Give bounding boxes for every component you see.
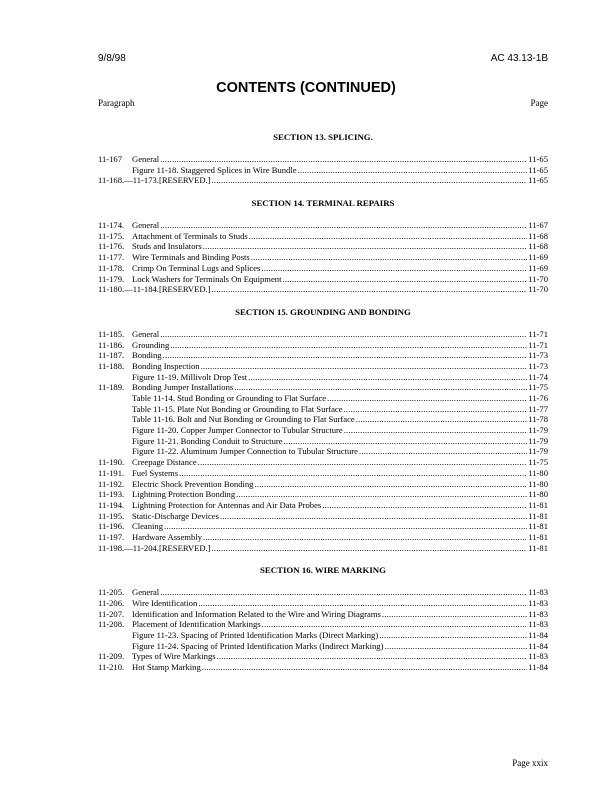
paragraph-number: 11-197. <box>98 531 125 542</box>
column-header-page: Page <box>530 98 548 108</box>
paragraph-number: 11-191. <box>98 467 125 478</box>
dot-leader <box>382 609 527 620</box>
paragraph-number: 11-178. <box>98 262 125 273</box>
dot-leader <box>220 511 527 522</box>
dot-leader <box>203 241 528 252</box>
toc-sub-entry <box>98 641 548 652</box>
page-title: CONTENTS (CONTINUED) <box>216 80 396 96</box>
entry-page-number: 11-81 <box>528 510 548 521</box>
paragraph-number: 11-175. <box>98 230 125 241</box>
paragraph-number: 11-206. <box>98 598 125 608</box>
paragraph-number: 11-180.—11-184. <box>98 284 159 295</box>
section-title: SECTION 15. GROUNDING AND BONDING <box>235 306 411 317</box>
entry-page-number: 11-70 <box>528 273 548 284</box>
entry-title: Table 11-14. Stud Bonding or Grounding to Flat Surface <box>132 393 327 403</box>
toc-entry <box>98 284 548 295</box>
dot-leader <box>160 587 527 598</box>
entry-page-number: 11-73 <box>528 350 548 361</box>
paragraph-number: 11-210. <box>98 662 125 673</box>
paragraph-number: 11-176. <box>98 241 125 252</box>
dot-leader <box>322 500 527 511</box>
toc-section <box>98 130 548 186</box>
paragraph-number: 11-177. <box>98 252 125 263</box>
toc-entry <box>98 609 548 620</box>
toc-section <box>98 563 548 673</box>
toc-sub-entry <box>98 165 548 176</box>
entry-title: Table 11-16. Bolt and Nut Bonding or Grounding to Flat Surface <box>132 414 355 425</box>
entry-page-number: 11-74 <box>528 371 548 382</box>
toc-entry <box>98 252 548 263</box>
entry-title: Wire Identification <box>132 598 198 608</box>
entry-page-number: 11-83 <box>528 651 548 662</box>
dot-leader <box>284 436 528 447</box>
entry-title: Figure 11-23. Spacing of Printed Identification Marks (Direct Marking) <box>132 630 379 641</box>
paragraph-number: 11-188. <box>98 360 125 371</box>
entry-title: General <box>132 154 160 164</box>
entry-title: Lock Washers for Terminals On Equipment <box>132 273 282 284</box>
dot-leader <box>379 630 527 641</box>
entry-page-number: 11-81 <box>528 531 548 542</box>
entry-title: [RESERVED.] <box>158 542 211 553</box>
entry-title: Figure 11-24. Spacing of Printed Identification Marks (Indirect Marking) <box>132 640 384 651</box>
paragraph-number: 11-192. <box>98 478 125 489</box>
paragraph-number: 11-209. <box>98 651 125 662</box>
entry-page-number: 11-68 <box>528 241 548 252</box>
dot-leader <box>248 372 527 383</box>
paragraph-number: 11-195. <box>98 510 125 521</box>
toc-sub-entry <box>98 393 548 404</box>
paragraph-number: 11-187. <box>98 350 125 361</box>
paragraph-number: 11-207. <box>98 608 125 619</box>
entry-title: Lightning Protection for Antennas and Air Data Probes <box>132 499 322 510</box>
entry-title: Lightning Protection Bonding <box>132 489 236 500</box>
dot-leader <box>163 350 528 361</box>
toc-sub-entry <box>98 404 548 415</box>
entry-page-number: 11-75 <box>528 457 548 468</box>
dot-leader <box>217 651 528 662</box>
dot-leader <box>344 404 528 415</box>
entry-title: Figure 11-22. Aluminum Jumper Connection to Tubular Structure <box>132 446 358 457</box>
dot-leader <box>212 543 528 554</box>
toc-entry <box>98 263 548 274</box>
entry-page-number: 11-79 <box>528 435 548 446</box>
entry-title: Figure 11-21. Bonding Conduit to Structure <box>132 435 283 446</box>
entry-title: Bonding Jumper Installations <box>132 382 234 393</box>
dot-leader <box>298 165 528 176</box>
entry-title: Bonding Inspection <box>132 360 200 371</box>
entry-page-number: 11-80 <box>528 489 548 500</box>
dot-leader <box>344 425 528 436</box>
toc-entry <box>98 274 548 285</box>
toc-entry <box>98 543 548 554</box>
entry-page-number: 11-84 <box>528 640 548 651</box>
entry-title: Electric Shock Prevention Bonding <box>132 478 254 489</box>
dot-leader <box>249 231 528 242</box>
paragraph-number: 11-208. <box>98 619 125 630</box>
paragraph-number: 11-185. <box>98 328 125 339</box>
entry-title: Hot Stamp Marking <box>132 662 201 673</box>
toc-entry <box>98 651 548 662</box>
entry-page-number: 11-75 <box>528 382 548 393</box>
dot-leader <box>327 393 527 404</box>
entry-page-number: 11-71 <box>528 328 548 339</box>
dot-leader <box>170 340 527 351</box>
dot-leader <box>160 154 527 165</box>
dot-leader <box>202 662 528 673</box>
entry-title: Table 11-15. Plate Nut Bonding or Grounding to Flat Surface <box>132 403 343 414</box>
dot-leader <box>198 598 527 609</box>
entry-title: Studs and Insulators <box>132 241 202 252</box>
dot-leader <box>356 414 528 425</box>
entry-page-number: 11-65 <box>528 154 548 164</box>
dot-leader <box>236 489 527 500</box>
entry-page-number: 11-81 <box>528 542 548 553</box>
entry-page-number: 11-77 <box>528 403 548 414</box>
toc-entry <box>98 500 548 511</box>
dot-leader <box>198 457 528 468</box>
entry-page-number: 11-83 <box>528 598 548 608</box>
toc-section <box>98 305 548 553</box>
dot-leader <box>212 284 528 295</box>
paragraph-number: 11-174. <box>98 220 125 231</box>
paragraph-number: 11-198.—11-204. <box>98 542 159 553</box>
entry-title: Cleaning <box>132 521 164 532</box>
dot-leader <box>234 382 527 393</box>
entry-title: Crimp On Terminal Lugs and Splices <box>132 262 261 273</box>
dot-leader <box>160 329 527 340</box>
paragraph-number: 11-205. <box>98 587 125 598</box>
toc-entry <box>98 662 548 673</box>
toc-entry <box>98 511 548 522</box>
entry-title: Types of Wire Markings <box>132 651 216 662</box>
entry-page-number: 11-79 <box>528 425 548 436</box>
entry-page-number: 11-76 <box>528 393 548 403</box>
toc-entry <box>98 175 548 186</box>
dot-leader <box>201 361 528 372</box>
paragraph-number: 11-189. <box>98 382 125 393</box>
entry-title: [RESERVED.] <box>158 175 211 186</box>
dot-leader <box>164 521 527 532</box>
toc-entry <box>98 329 548 340</box>
entry-page-number: 11-83 <box>528 608 548 619</box>
paragraph-number: 11-186. <box>98 339 125 350</box>
toc-sub-entry <box>98 436 548 447</box>
dot-leader <box>254 479 527 490</box>
entry-page-number: 11-69 <box>528 262 548 273</box>
entry-page-number: 11-80 <box>528 467 548 478</box>
toc-sub-entry <box>98 414 548 425</box>
entry-title: General <box>132 220 160 231</box>
toc-entry <box>98 241 548 252</box>
toc-entry <box>98 532 548 543</box>
entry-page-number: 11-81 <box>528 499 548 510</box>
entry-title: Bonding <box>132 350 162 361</box>
toc-sub-entry <box>98 630 548 641</box>
entry-page-number: 11-83 <box>528 587 548 598</box>
toc-sub-entry <box>98 372 548 383</box>
dot-leader <box>203 532 527 543</box>
toc-entry <box>98 598 548 609</box>
toc-entry <box>98 350 548 361</box>
dot-leader <box>359 446 527 457</box>
entry-page-number: 11-83 <box>528 619 548 630</box>
entry-page-number: 11-73 <box>528 360 548 371</box>
toc-entry <box>98 361 548 372</box>
entry-title: Figure 11-18. Staggered Splices in Wire Bundle <box>132 164 297 175</box>
entry-page-number: 11-84 <box>528 630 548 641</box>
entry-title: Wire Terminals and Binding Posts <box>132 252 250 263</box>
toc-entry <box>98 457 548 468</box>
toc-entry <box>98 468 548 479</box>
paragraph-number: 11-190. <box>98 457 125 468</box>
section-title: SECTION 14. TERMINAL REPAIRS <box>251 198 395 209</box>
header-date: 9/8/98 <box>98 53 126 64</box>
entry-page-number: 11-65 <box>528 164 548 175</box>
entry-title: Hardware Assembly <box>132 531 202 542</box>
section-title: SECTION 16. WIRE MARKING <box>260 565 386 576</box>
entry-title: Figure 11-20. Copper Jumper Connector to Tubular Structure <box>132 425 343 436</box>
paragraph-number: 11-168.—11-173. <box>98 175 159 186</box>
entry-title: Identification and Information Related to the Wire and Wiring Diagrams <box>132 608 381 619</box>
entry-page-number: 11-79 <box>528 446 548 457</box>
entry-title: Fuel Systems <box>132 467 179 478</box>
entry-page-number: 11-78 <box>528 414 548 425</box>
entry-title: Placement of Identification Markings <box>132 619 261 630</box>
dot-leader <box>160 220 527 231</box>
dot-leader <box>261 263 527 274</box>
toc-entry <box>98 220 548 231</box>
paragraph-number: 11-193. <box>98 489 125 500</box>
entry-title: Figure 11-19. Millivolt Drop Test <box>132 371 248 382</box>
toc-entry <box>98 489 548 500</box>
paragraph-number: 11-194. <box>98 499 125 510</box>
entry-page-number: 11-71 <box>528 339 548 350</box>
entry-title: Grounding <box>132 339 170 350</box>
toc-sub-entry <box>98 446 548 457</box>
dot-leader <box>251 252 528 263</box>
dot-leader <box>282 274 527 285</box>
paragraph-number: 11-167 <box>98 154 123 164</box>
entry-title: Static-Discharge Devices <box>132 510 219 521</box>
toc-entry <box>98 521 548 532</box>
entry-title: General <box>132 328 160 339</box>
entry-page-number: 11-65 <box>528 175 548 186</box>
column-header-paragraph: Paragraph <box>98 98 135 108</box>
toc-entry <box>98 382 548 393</box>
toc-entry <box>98 340 548 351</box>
section-title: SECTION 13. SPLICING. <box>273 132 373 142</box>
entry-page-number: 11-68 <box>528 230 548 241</box>
dot-leader <box>384 641 527 652</box>
entry-title: Attachment of Terminals to Studs <box>132 230 248 241</box>
entry-page-number: 11-70 <box>528 284 548 295</box>
toc-entry <box>98 231 548 242</box>
entry-title: Creepage Distance <box>132 457 197 468</box>
entry-page-number: 11-69 <box>528 252 548 263</box>
entry-title: General <box>132 587 160 598</box>
dot-leader <box>212 175 528 186</box>
paragraph-number: 11-179. <box>98 273 125 284</box>
page-number: Page xxix <box>512 758 548 768</box>
dot-leader <box>262 619 528 630</box>
entry-page-number: 11-81 <box>528 521 548 532</box>
dot-leader <box>179 468 527 479</box>
toc-section <box>98 196 548 295</box>
toc-entry <box>98 587 548 598</box>
toc-entry <box>98 619 548 630</box>
table-of-contents <box>98 128 548 683</box>
entry-page-number: 11-84 <box>528 662 548 673</box>
header-document-id: AC 43.13-1B <box>490 53 548 64</box>
entry-page-number: 11-80 <box>528 478 548 489</box>
toc-sub-entry <box>98 425 548 436</box>
entry-page-number: 11-67 <box>528 220 548 231</box>
paragraph-number: 11-196. <box>98 521 125 532</box>
toc-entry <box>98 154 548 165</box>
entry-title: [RESERVED.] <box>158 284 211 295</box>
toc-entry <box>98 479 548 490</box>
